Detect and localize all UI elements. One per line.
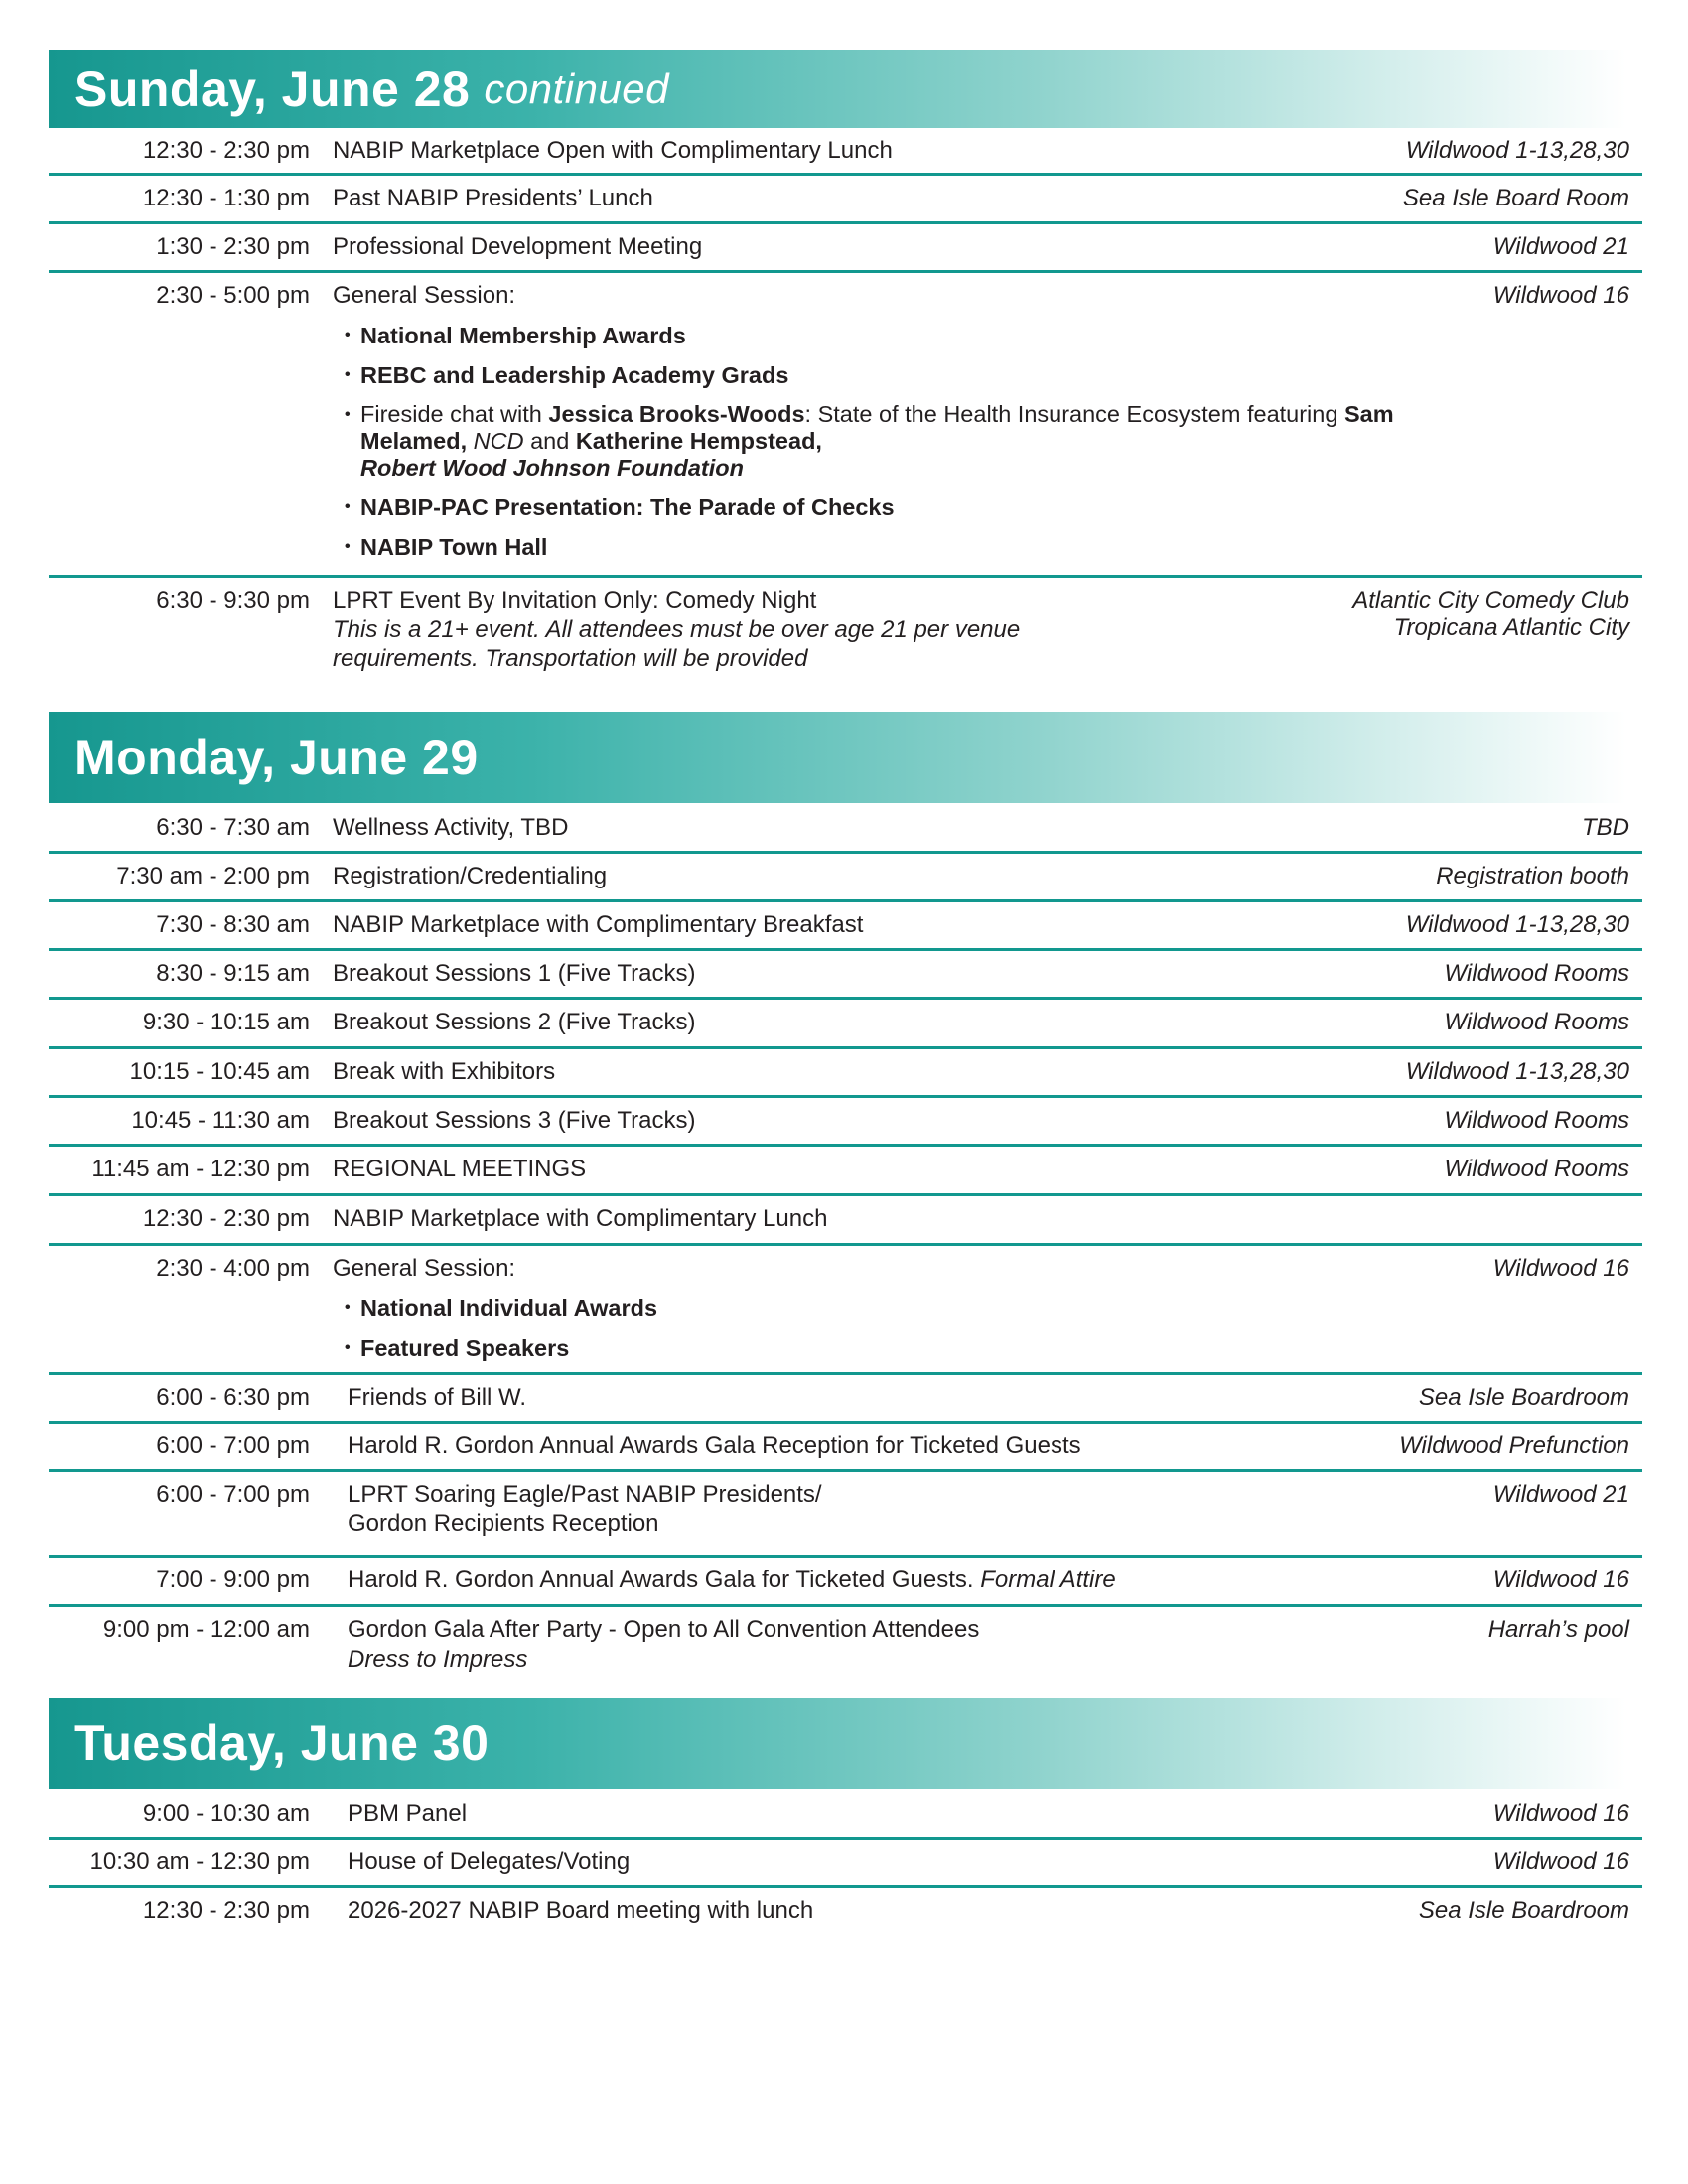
schedule-row bbox=[49, 224, 1642, 273]
event-time: 1:30 - 2:30 pm bbox=[156, 233, 310, 260]
event-title: LPRT Soaring Eagle/Past NABIP Presidents/ bbox=[348, 1481, 822, 1508]
event-note: requirements. Transportation will be provided bbox=[333, 645, 808, 672]
event-title: Break with Exhibitors bbox=[333, 1058, 556, 1085]
bullet-text: REBC and Leadership Academy Grads bbox=[360, 362, 789, 388]
schedule-row bbox=[49, 1789, 1642, 1840]
bullet-text: NABIP-PAC Presentation: The Parade of Checks bbox=[360, 494, 895, 520]
event-time: 6:30 - 7:30 am bbox=[156, 814, 310, 841]
event-location: Wildwood 21 bbox=[1492, 1481, 1629, 1508]
bullet-text: Fireside chat with bbox=[360, 401, 549, 427]
event-title: NABIP Marketplace with Complimentary Lunch bbox=[333, 1205, 828, 1232]
bullet-item bbox=[343, 527, 1444, 567]
bullet-item bbox=[343, 1289, 1404, 1328]
schedule-row bbox=[49, 1888, 1642, 1937]
schedule-row bbox=[49, 1472, 1642, 1558]
event-title: NABIP Marketplace with Complimentary Breakfast bbox=[333, 911, 864, 938]
event-location: Sea Isle Boardroom bbox=[1418, 1384, 1629, 1411]
event-time: 9:00 pm - 12:00 am bbox=[102, 1616, 310, 1643]
speaker-affiliation: NCD bbox=[473, 428, 524, 454]
event-title: Professional Development Meeting bbox=[333, 233, 703, 260]
event-time: 6:30 - 9:30 pm bbox=[156, 587, 310, 614]
event-note: This is a 21+ event. All attendees must be over age 21 per venue bbox=[333, 616, 1021, 643]
event-time: 11:45 am - 12:30 pm bbox=[91, 1156, 310, 1182]
event-time: 7:30 - 8:30 am bbox=[156, 911, 310, 938]
bullet-item bbox=[343, 487, 1444, 527]
session-bullet-list bbox=[333, 1289, 1404, 1370]
event-title: General Session: bbox=[333, 282, 516, 309]
schedule-row bbox=[49, 1375, 1642, 1424]
event-location: Wildwood 1-13,28,30 bbox=[1405, 911, 1629, 938]
event-time: 8:30 - 9:15 am bbox=[156, 960, 310, 987]
bullet-text: : State of the Health Insurance Ecosystem featuring bbox=[804, 401, 1344, 427]
schedule-row bbox=[49, 1246, 1642, 1375]
event-time: 12:30 - 2:30 pm bbox=[142, 1897, 310, 1924]
schedule-row bbox=[49, 1607, 1642, 1687]
event-time: 2:30 - 5:00 pm bbox=[156, 282, 310, 309]
tuesday-section bbox=[49, 1698, 1642, 1937]
event-location: Wildwood 16 bbox=[1492, 282, 1629, 309]
event-location: Wildwood 16 bbox=[1492, 1848, 1629, 1875]
speaker-affiliation: Robert Wood Johnson Foundation bbox=[360, 455, 744, 480]
event-title: Harold R. Gordon Annual Awards Gala Reception for Ticketed Guests bbox=[348, 1433, 1081, 1459]
event-location: Sea Isle Board Room bbox=[1402, 185, 1629, 211]
session-bullet-list bbox=[333, 316, 1444, 569]
event-title: 2026-2027 NABIP Board meeting with lunch bbox=[348, 1897, 814, 1924]
event-location: Sea Isle Boardroom bbox=[1418, 1897, 1629, 1924]
event-title: Harold R. Gordon Annual Awards Gala for Ticketed Guests. bbox=[348, 1567, 974, 1593]
day-header-sunday bbox=[49, 50, 1642, 128]
event-time: 2:30 - 4:00 pm bbox=[156, 1255, 310, 1282]
schedule-row bbox=[49, 1424, 1642, 1472]
bullet-item bbox=[343, 1328, 1404, 1368]
bullet-item bbox=[343, 355, 1444, 395]
event-time: 6:00 - 7:00 pm bbox=[156, 1481, 310, 1508]
event-location: Wildwood Rooms bbox=[1444, 1156, 1629, 1182]
event-time: 7:00 - 9:00 pm bbox=[156, 1567, 310, 1593]
event-title-line2: Gordon Recipients Reception bbox=[348, 1510, 659, 1537]
schedule-row bbox=[49, 803, 1642, 854]
event-title: Past NABIP Presidents’ Lunch bbox=[333, 185, 653, 211]
dress-code: Formal Attire bbox=[980, 1567, 1116, 1593]
event-location bbox=[1352, 587, 1629, 642]
location-line: Tropicana Atlantic City bbox=[1393, 614, 1629, 641]
schedule-row bbox=[49, 854, 1642, 902]
event-time: 10:30 am - 12:30 pm bbox=[89, 1848, 310, 1875]
event-location: Wildwood Rooms bbox=[1444, 960, 1629, 987]
event-time: 12:30 - 1:30 pm bbox=[142, 185, 310, 211]
bullet-text: National Individual Awards bbox=[360, 1296, 658, 1321]
event-title: NABIP Marketplace Open with Complimentary Lunch bbox=[333, 137, 893, 164]
day-title: Monday, June 29 bbox=[74, 730, 479, 785]
day-title: Tuesday, June 30 bbox=[74, 1715, 490, 1771]
speaker-name: Katherine Hempstead, bbox=[575, 428, 822, 454]
bullet-text: NABIP Town Hall bbox=[360, 534, 548, 560]
sunday-section bbox=[49, 50, 1642, 687]
day-header-monday bbox=[49, 712, 1642, 803]
event-time: 9:00 - 10:30 am bbox=[142, 1800, 310, 1827]
event-title: Breakout Sessions 3 (Five Tracks) bbox=[333, 1107, 696, 1134]
event-location: Wildwood 16 bbox=[1492, 1255, 1629, 1282]
event-title: Friends of Bill W. bbox=[348, 1384, 527, 1411]
event-title: House of Delegates/Voting bbox=[348, 1848, 631, 1875]
event-location: Registration booth bbox=[1436, 863, 1629, 889]
event-time: 9:30 - 10:15 am bbox=[142, 1009, 310, 1035]
bullet-item bbox=[343, 395, 1444, 487]
event-title: Breakout Sessions 2 (Five Tracks) bbox=[333, 1009, 696, 1035]
event-time: 7:30 am - 2:00 pm bbox=[116, 863, 310, 889]
event-time: 6:00 - 7:00 pm bbox=[156, 1433, 310, 1459]
monday-section bbox=[49, 712, 1642, 1687]
schedule-row bbox=[49, 176, 1642, 224]
event-title: General Session: bbox=[333, 1255, 516, 1282]
schedule-row bbox=[49, 578, 1642, 687]
schedule-row bbox=[49, 902, 1642, 951]
event-location: Wildwood 16 bbox=[1492, 1800, 1629, 1827]
event-title: REGIONAL MEETINGS bbox=[333, 1156, 587, 1182]
schedule-row bbox=[49, 128, 1642, 176]
event-location: Wildwood 1-13,28,30 bbox=[1405, 1058, 1629, 1085]
event-location: TBD bbox=[1582, 814, 1629, 841]
schedule-row bbox=[49, 1196, 1642, 1246]
event-location: Wildwood 21 bbox=[1492, 233, 1629, 260]
day-title: Sunday, June 28 bbox=[74, 61, 471, 117]
event-title: LPRT Event By Invitation Only: Comedy Night bbox=[333, 587, 817, 614]
schedule-row bbox=[49, 1147, 1642, 1196]
schedule-row bbox=[49, 1049, 1642, 1098]
event-location: Harrah’s pool bbox=[1487, 1616, 1629, 1643]
event-time: 12:30 - 2:30 pm bbox=[142, 1205, 310, 1232]
bullet-text: and bbox=[523, 428, 576, 454]
schedule-row bbox=[49, 1098, 1642, 1147]
event-location: Wildwood 1-13,28,30 bbox=[1405, 137, 1629, 164]
bullet-text: National Membership Awards bbox=[360, 323, 686, 348]
day-title-suffix: continued bbox=[484, 65, 670, 112]
event-time: 10:15 - 10:45 am bbox=[129, 1058, 310, 1085]
event-location: Wildwood Rooms bbox=[1444, 1107, 1629, 1134]
event-title: Gordon Gala After Party - Open to All Convention Attendees bbox=[348, 1616, 980, 1643]
location-line: Atlantic City Comedy Club bbox=[1352, 587, 1629, 614]
event-time: 12:30 - 2:30 pm bbox=[142, 137, 310, 164]
schedule-row bbox=[49, 951, 1642, 1000]
schedule-row bbox=[49, 1000, 1642, 1049]
speaker-name: Sam Melamed, bbox=[360, 401, 1394, 454]
bullet-item bbox=[343, 316, 1444, 355]
schedule-row bbox=[49, 273, 1642, 578]
speaker-name: Jessica Brooks-Woods bbox=[548, 401, 805, 427]
schedule-row bbox=[49, 1840, 1642, 1888]
event-title: Breakout Sessions 1 (Five Tracks) bbox=[333, 960, 696, 987]
event-title: PBM Panel bbox=[348, 1800, 468, 1827]
schedule-row bbox=[49, 1558, 1642, 1607]
day-header-tuesday bbox=[49, 1698, 1642, 1789]
event-time: 10:45 - 11:30 am bbox=[131, 1107, 310, 1134]
event-location: Wildwood Prefunction bbox=[1399, 1433, 1629, 1459]
event-note: Dress to Impress bbox=[348, 1646, 528, 1673]
event-title: Wellness Activity, TBD bbox=[333, 814, 569, 841]
event-title: Registration/Credentialing bbox=[333, 863, 608, 889]
event-location: Wildwood 16 bbox=[1492, 1567, 1629, 1593]
bullet-text: Featured Speakers bbox=[360, 1335, 570, 1361]
event-time: 6:00 - 6:30 pm bbox=[156, 1384, 310, 1411]
event-location: Wildwood Rooms bbox=[1444, 1009, 1629, 1035]
